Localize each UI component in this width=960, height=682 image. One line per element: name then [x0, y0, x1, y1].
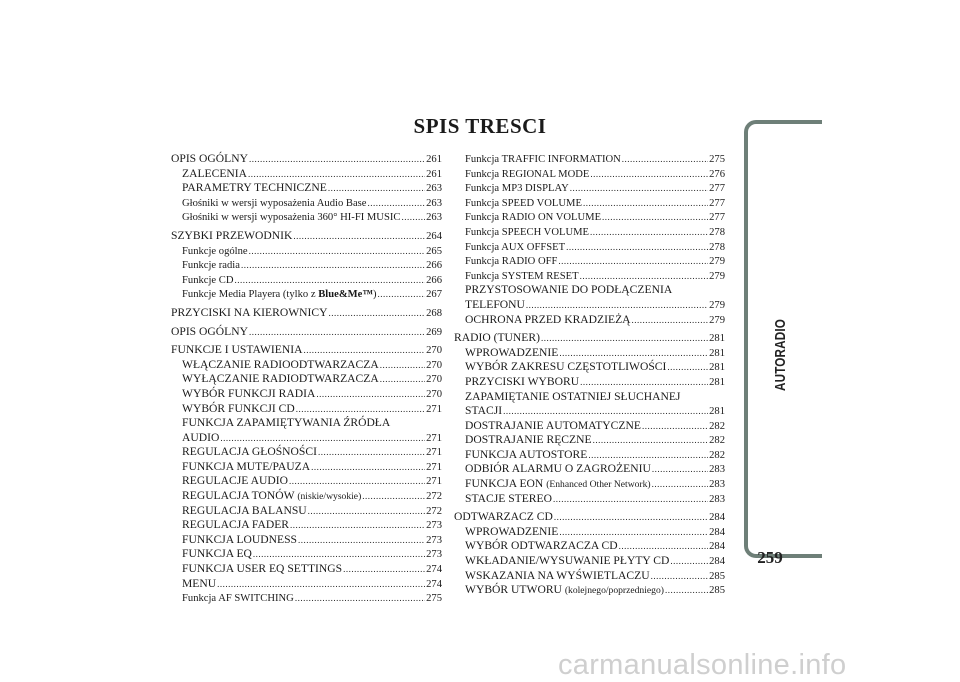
toc-entry: Funkcje radia ..... 266: [171, 258, 442, 273]
toc-entry: RADIO (TUNER) ..... 281: [454, 331, 725, 346]
toc-right-column: [454, 152, 725, 598]
toc-entry: REGULACJA FADER ..... 273: [171, 518, 442, 533]
toc-entry: STACJE STEREO ..... 283: [454, 492, 725, 507]
toc-entry: ODTWARZACZ CD ..... 284: [454, 510, 725, 525]
toc-entry-heading: FUNKCJA ZAPAMIĘTYWANIA ŹRÓDŁA: [182, 416, 391, 430]
toc-entry: REGULACJA BALANSU ..... 272: [171, 504, 442, 519]
toc-entry: Funkcja SPEECH VOLUME ..... 278: [454, 225, 725, 240]
chapter-tab-label: AUTORADIO: [771, 318, 789, 392]
page-title: SPIS TRESCI: [413, 114, 547, 138]
toc-entry: Funkcja RADIO OFF ..... 279: [454, 254, 725, 269]
toc-entry: Funkcja AF SWITCHING ..... 275: [171, 591, 442, 606]
toc-entry: WYBÓR ZAKRESU CZĘSTOTLIWOŚCI ..... 281: [454, 360, 725, 375]
toc-entry: FUNKCJA MUTE/PAUZA ..... 271: [171, 460, 442, 475]
toc-entry: WYŁĄCZANIE RADIODTWARZACZA ..... 270: [171, 372, 442, 387]
toc-entry: FUNKCJE I USTAWIENIA ..... 270: [171, 343, 442, 358]
toc-entry: Funkcje CD ..... 266: [171, 273, 442, 288]
toc-entry: FUNKCJA EQ ..... 273: [171, 547, 442, 562]
toc-entry: Funkcja SPEED VOLUME ..... 277: [454, 196, 725, 211]
toc-entry: AUDIO ..... 271: [171, 431, 442, 446]
toc-entry: ODBIÓR ALARMU O ZAGROŻENIU ..... 283: [454, 462, 725, 477]
toc-entry: FUNKCJA AUTOSTORE ..... 282: [454, 448, 725, 463]
toc-entry: WPROWADZENIE ..... 284: [454, 525, 725, 540]
watermark: carmanualsonline.info: [558, 649, 847, 681]
toc-entry-heading: PRZYSTOSOWANIE DO PODŁĄCZENIA: [465, 283, 673, 297]
toc-entry: Funkcja TRAFFIC INFORMATION ..... 275: [454, 152, 725, 167]
toc-entry: PRZYCISKI WYBORU ..... 281: [454, 375, 725, 390]
toc-entry: Funkcje ogólne ..... 265: [171, 244, 442, 259]
toc-entry: STACJI ..... 281: [454, 404, 725, 419]
toc-entry: DOSTRAJANIE AUTOMATYCZNE ..... 282: [454, 419, 725, 434]
toc-entry: Funkcje Media Playera (tylko z Blue&Me™) ..... 267: [171, 287, 442, 302]
toc-entry: OPIS OGÓLNY ..... 261: [171, 152, 442, 167]
toc-entry: WYBÓR FUNKCJI RADIA ..... 270: [171, 387, 442, 402]
toc-entry: WPROWADZENIE ..... 281: [454, 346, 725, 361]
toc-entry: DOSTRAJANIE RĘCZNE ..... 282: [454, 433, 725, 448]
toc-entry: TELEFONU ..... 279: [454, 298, 725, 313]
toc-entry: WKŁADANIE/WYSUWANIE PŁYTY CD ..... 284: [454, 554, 725, 569]
toc-entry: WSKAZANIA NA WYŚWIETLACZU ..... 285: [454, 569, 725, 584]
toc-entry: REGULACJA GŁOŚNOŚCI ..... 271: [171, 445, 442, 460]
toc-entry: REGULACJA TONÓW (niskie/wysokie) ..... 272: [171, 489, 442, 504]
toc-entry: FUNKCJA EON (Enhanced Other Network) ..... 283: [454, 477, 725, 492]
toc-entry: SZYBKI PRZEWODNIK ..... 264: [171, 229, 442, 244]
toc-entry: WYBÓR ODTWARZACZA CD ..... 284: [454, 539, 725, 554]
toc-entry: WŁĄCZANIE RADIOODTWARZACZA ..... 270: [171, 358, 442, 373]
toc-entry: Funkcja REGIONAL MODE ..... 276: [454, 167, 725, 182]
toc-left-column: [171, 152, 442, 606]
toc-entry: Głośniki w wersji wyposażenia 360° HI-FI MUSIC ..... 263: [171, 210, 442, 225]
toc-entry: PRZYCISKI NA KIEROWNICY ..... 268: [171, 306, 442, 321]
toc-entry: FUNKCJA LOUDNESS ..... 273: [171, 533, 442, 548]
toc-entry: PARAMETRY TECHNICZNE ..... 263: [171, 181, 442, 196]
toc-entry: Funkcja SYSTEM RESET ..... 279: [454, 269, 725, 284]
toc-entry: FUNKCJA USER EQ SETTINGS ..... 274: [171, 562, 442, 577]
toc-entry: OPIS OGÓLNY ..... 269: [171, 325, 442, 340]
toc-entry: WYBÓR FUNKCJI CD ..... 271: [171, 402, 442, 417]
toc-entry: OCHRONA PRZED KRADZIEŻĄ ..... 279: [454, 313, 725, 328]
page-number: 259: [757, 548, 783, 567]
toc-entry: ZALECENIA ..... 261: [171, 167, 442, 182]
toc-entry: REGULACJE AUDIO ..... 271: [171, 474, 442, 489]
toc-entry: Głośniki w wersji wyposażenia Audio Base ..... 263: [171, 196, 442, 211]
toc-entry: Funkcja MP3 DISPLAY ..... 277: [454, 181, 725, 196]
toc-entry: Funkcja AUX OFFSET ..... 278: [454, 240, 725, 255]
toc-entry: Funkcja RADIO ON VOLUME ..... 277: [454, 210, 725, 225]
toc-entry-heading: ZAPAMIĘTANIE OSTATNIEJ SŁUCHANEJ: [465, 389, 681, 403]
blue-me-brand: Blue&Me™: [318, 289, 373, 301]
toc-entry: WYBÓR UTWORU (kolejnego/poprzedniego) ..... 285: [454, 583, 725, 598]
toc-entry: MENU ..... 274: [171, 577, 442, 592]
